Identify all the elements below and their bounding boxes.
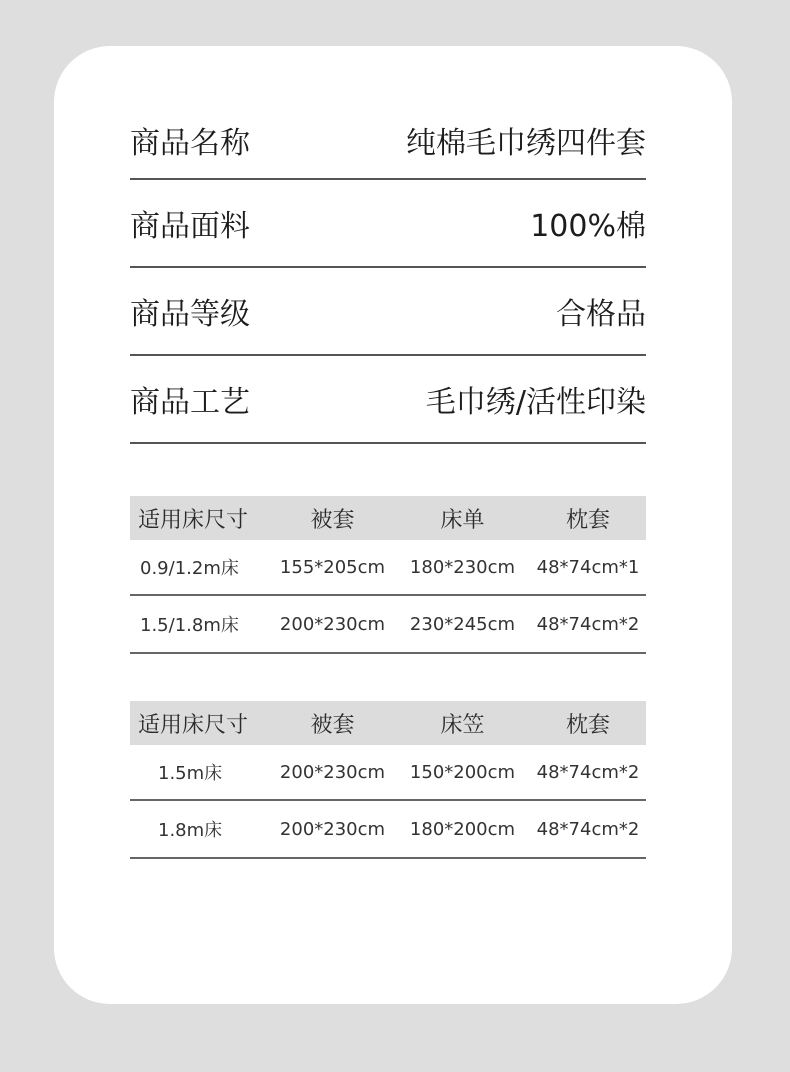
cell-duvet: 200*230cm [279, 818, 386, 840]
spec-value: 毛巾绣/活性印染 [425, 385, 646, 420]
spec-row-fabric [130, 180, 646, 268]
cell-bed-size: 1.5m床 [158, 763, 223, 784]
cell-bed-size: 0.9/1.2m床 [140, 558, 239, 579]
spec-row-grade [130, 268, 646, 356]
table-row [130, 801, 646, 859]
size-table-2 [130, 701, 646, 859]
table-header [130, 701, 646, 745]
cell-duvet: 155*205cm [279, 556, 386, 578]
header-bed-size: 适用床尺寸 [138, 507, 249, 533]
table-row [130, 745, 646, 801]
cell-bed-size: 1.5/1.8m床 [140, 615, 239, 636]
cell-pillowcase: 48*74cm*2 [536, 761, 640, 783]
cell-duvet: 200*230cm [279, 761, 386, 783]
cell-pillowcase: 48*74cm*2 [536, 613, 640, 635]
table-header [130, 496, 646, 540]
spec-value: 纯棉毛巾绣四件套 [406, 126, 646, 161]
cell-sheet: 230*245cm [409, 613, 516, 635]
spec-label: 商品等级 [130, 297, 250, 332]
spec-value: 100%棉 [530, 209, 646, 244]
cell-fitted-sheet: 180*200cm [409, 818, 516, 840]
spec-card [54, 46, 732, 1004]
cell-duvet: 200*230cm [279, 613, 386, 635]
spec-label: 商品面料 [130, 209, 250, 244]
spec-row-name [130, 118, 646, 180]
spec-row-craft [130, 356, 646, 444]
header-pillowcase: 枕套 [565, 507, 610, 533]
size-table-1 [130, 496, 646, 654]
header-sheet: 床单 [440, 507, 485, 533]
header-duvet: 被套 [310, 507, 355, 533]
table-row [130, 540, 646, 596]
cell-fitted-sheet: 150*200cm [409, 761, 516, 783]
spec-value: 合格品 [556, 297, 646, 332]
spec-label: 商品名称 [130, 126, 250, 161]
header-bed-size: 适用床尺寸 [138, 712, 249, 738]
cell-bed-size: 1.8m床 [158, 820, 223, 841]
header-fitted-sheet: 床笠 [440, 712, 485, 738]
table-row [130, 596, 646, 654]
cell-pillowcase: 48*74cm*1 [536, 556, 640, 578]
header-duvet: 被套 [310, 712, 355, 738]
cell-sheet: 180*230cm [409, 556, 516, 578]
header-pillowcase: 枕套 [565, 712, 610, 738]
cell-pillowcase: 48*74cm*2 [536, 818, 640, 840]
spec-label: 商品工艺 [130, 385, 250, 420]
product-specs [130, 118, 646, 444]
